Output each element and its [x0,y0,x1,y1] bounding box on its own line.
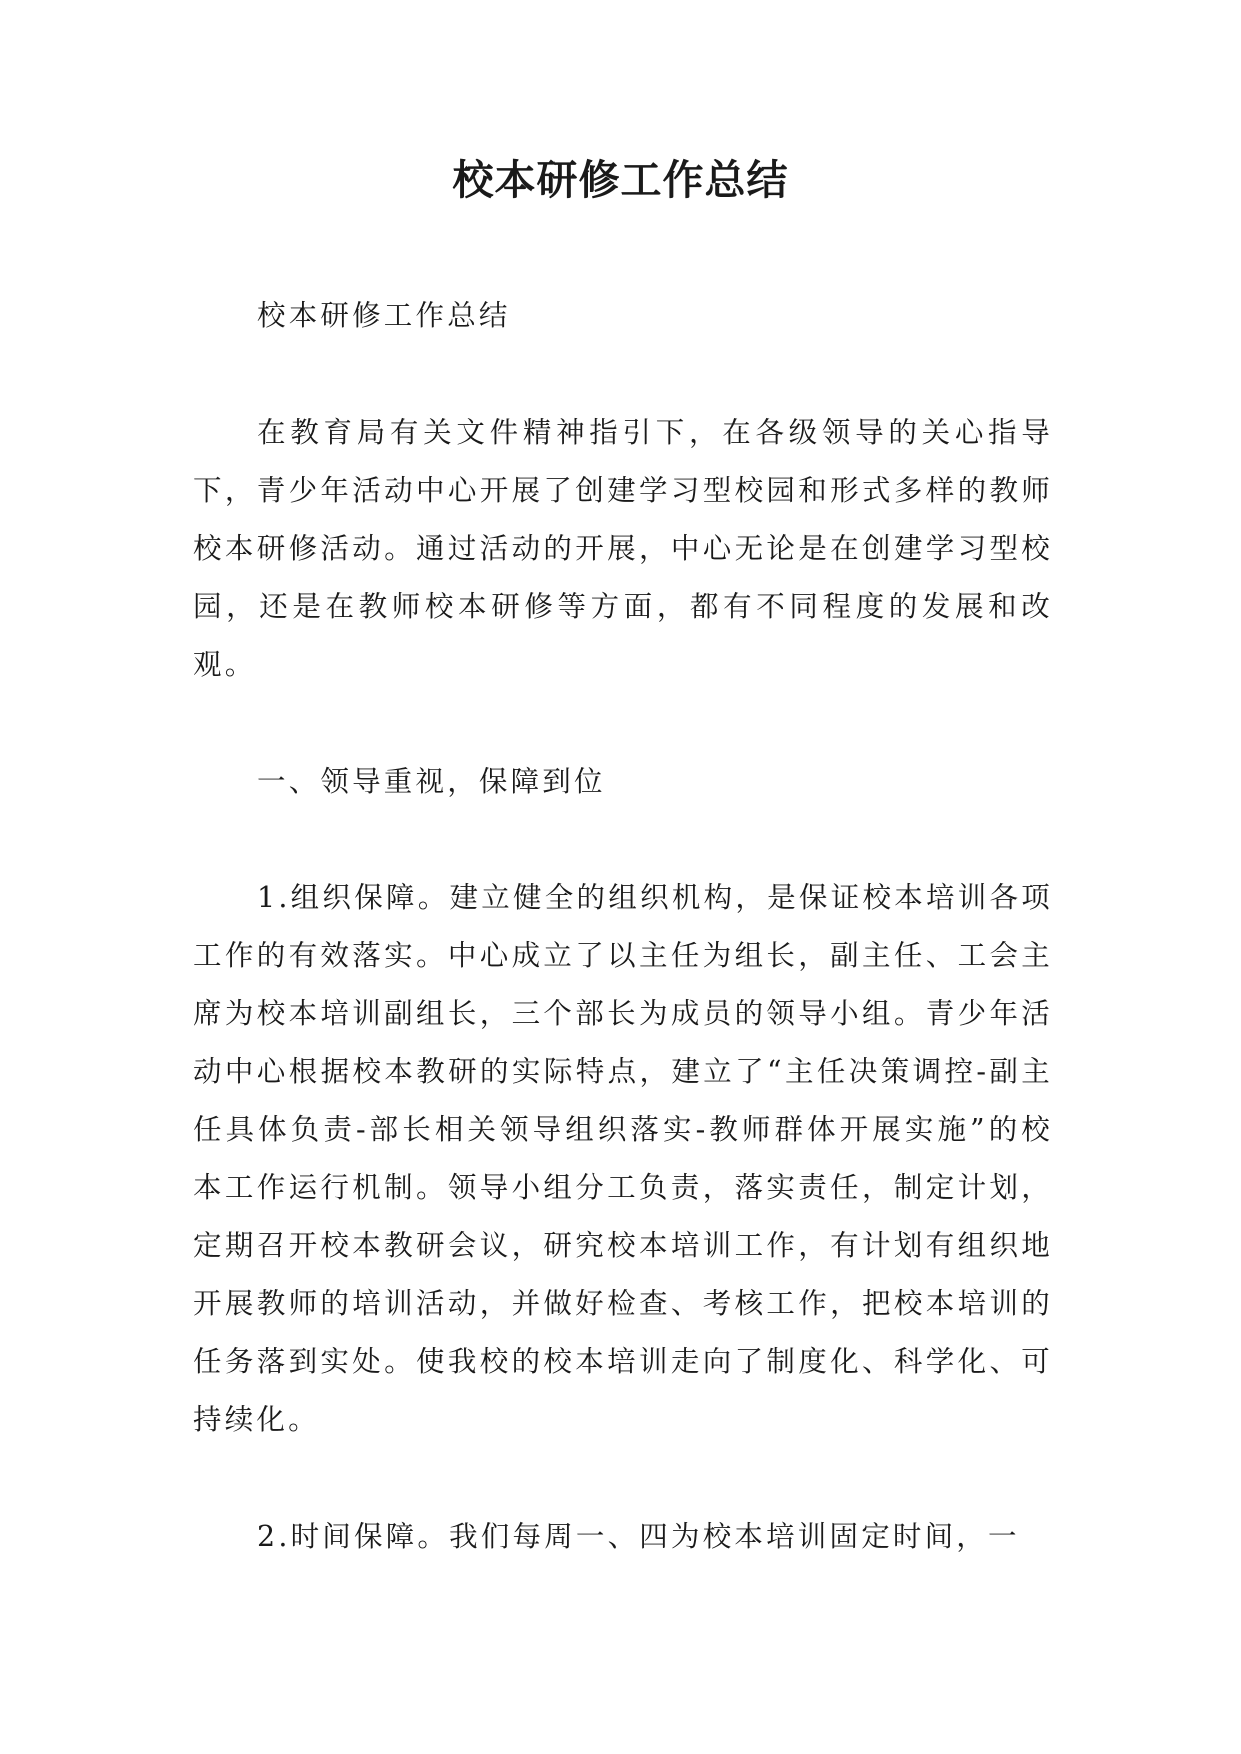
document-subtitle-paragraph: 校本研修工作总结 [257,299,511,332]
document-title: 校本研修工作总结 [452,156,789,204]
time-guarantee-paragraph: 2.时间保障。我们每周一、四为校本培训固定时间，一 [257,1520,1020,1553]
intro-paragraph: 在教育局有关文件精神指引下，在各级领导的关心指导下，青少年活动中心开展了创建学习型校园和形式多样的教师校本研修活动。通过活动的开展，中心无论是在创建学习型校园，还是在教师校本研修等方面，都有不同程度的发展和改观。 [193,416,1053,681]
section-heading-1: 一、领导重视，保障到位 [257,765,606,798]
organization-guarantee-paragraph: 1.组织保障。建立健全的组织机构，是保证校本培训各项工作的有效落实。中心成立了以主任为组长，副主任、工会主席为校本培训副组长，三个部长为成员的领导小组。青少年活动中心根据校本教研的实际特点，建立了“主任决策调控-副主任具体负责-部长相关领导组织落实-教师群体开展实施”的校本工作运行机制。领导小组分工负责，落实责任，制定计划，定期召开校本教研会议，研究校本培训工作，有计划有组织地开展教师的培训活动，并做好检查、考核工作，把校本培训的任务落到实处。使我校的校本培训走向了制度化、科学化、可持续化。 [193,881,1053,1436]
